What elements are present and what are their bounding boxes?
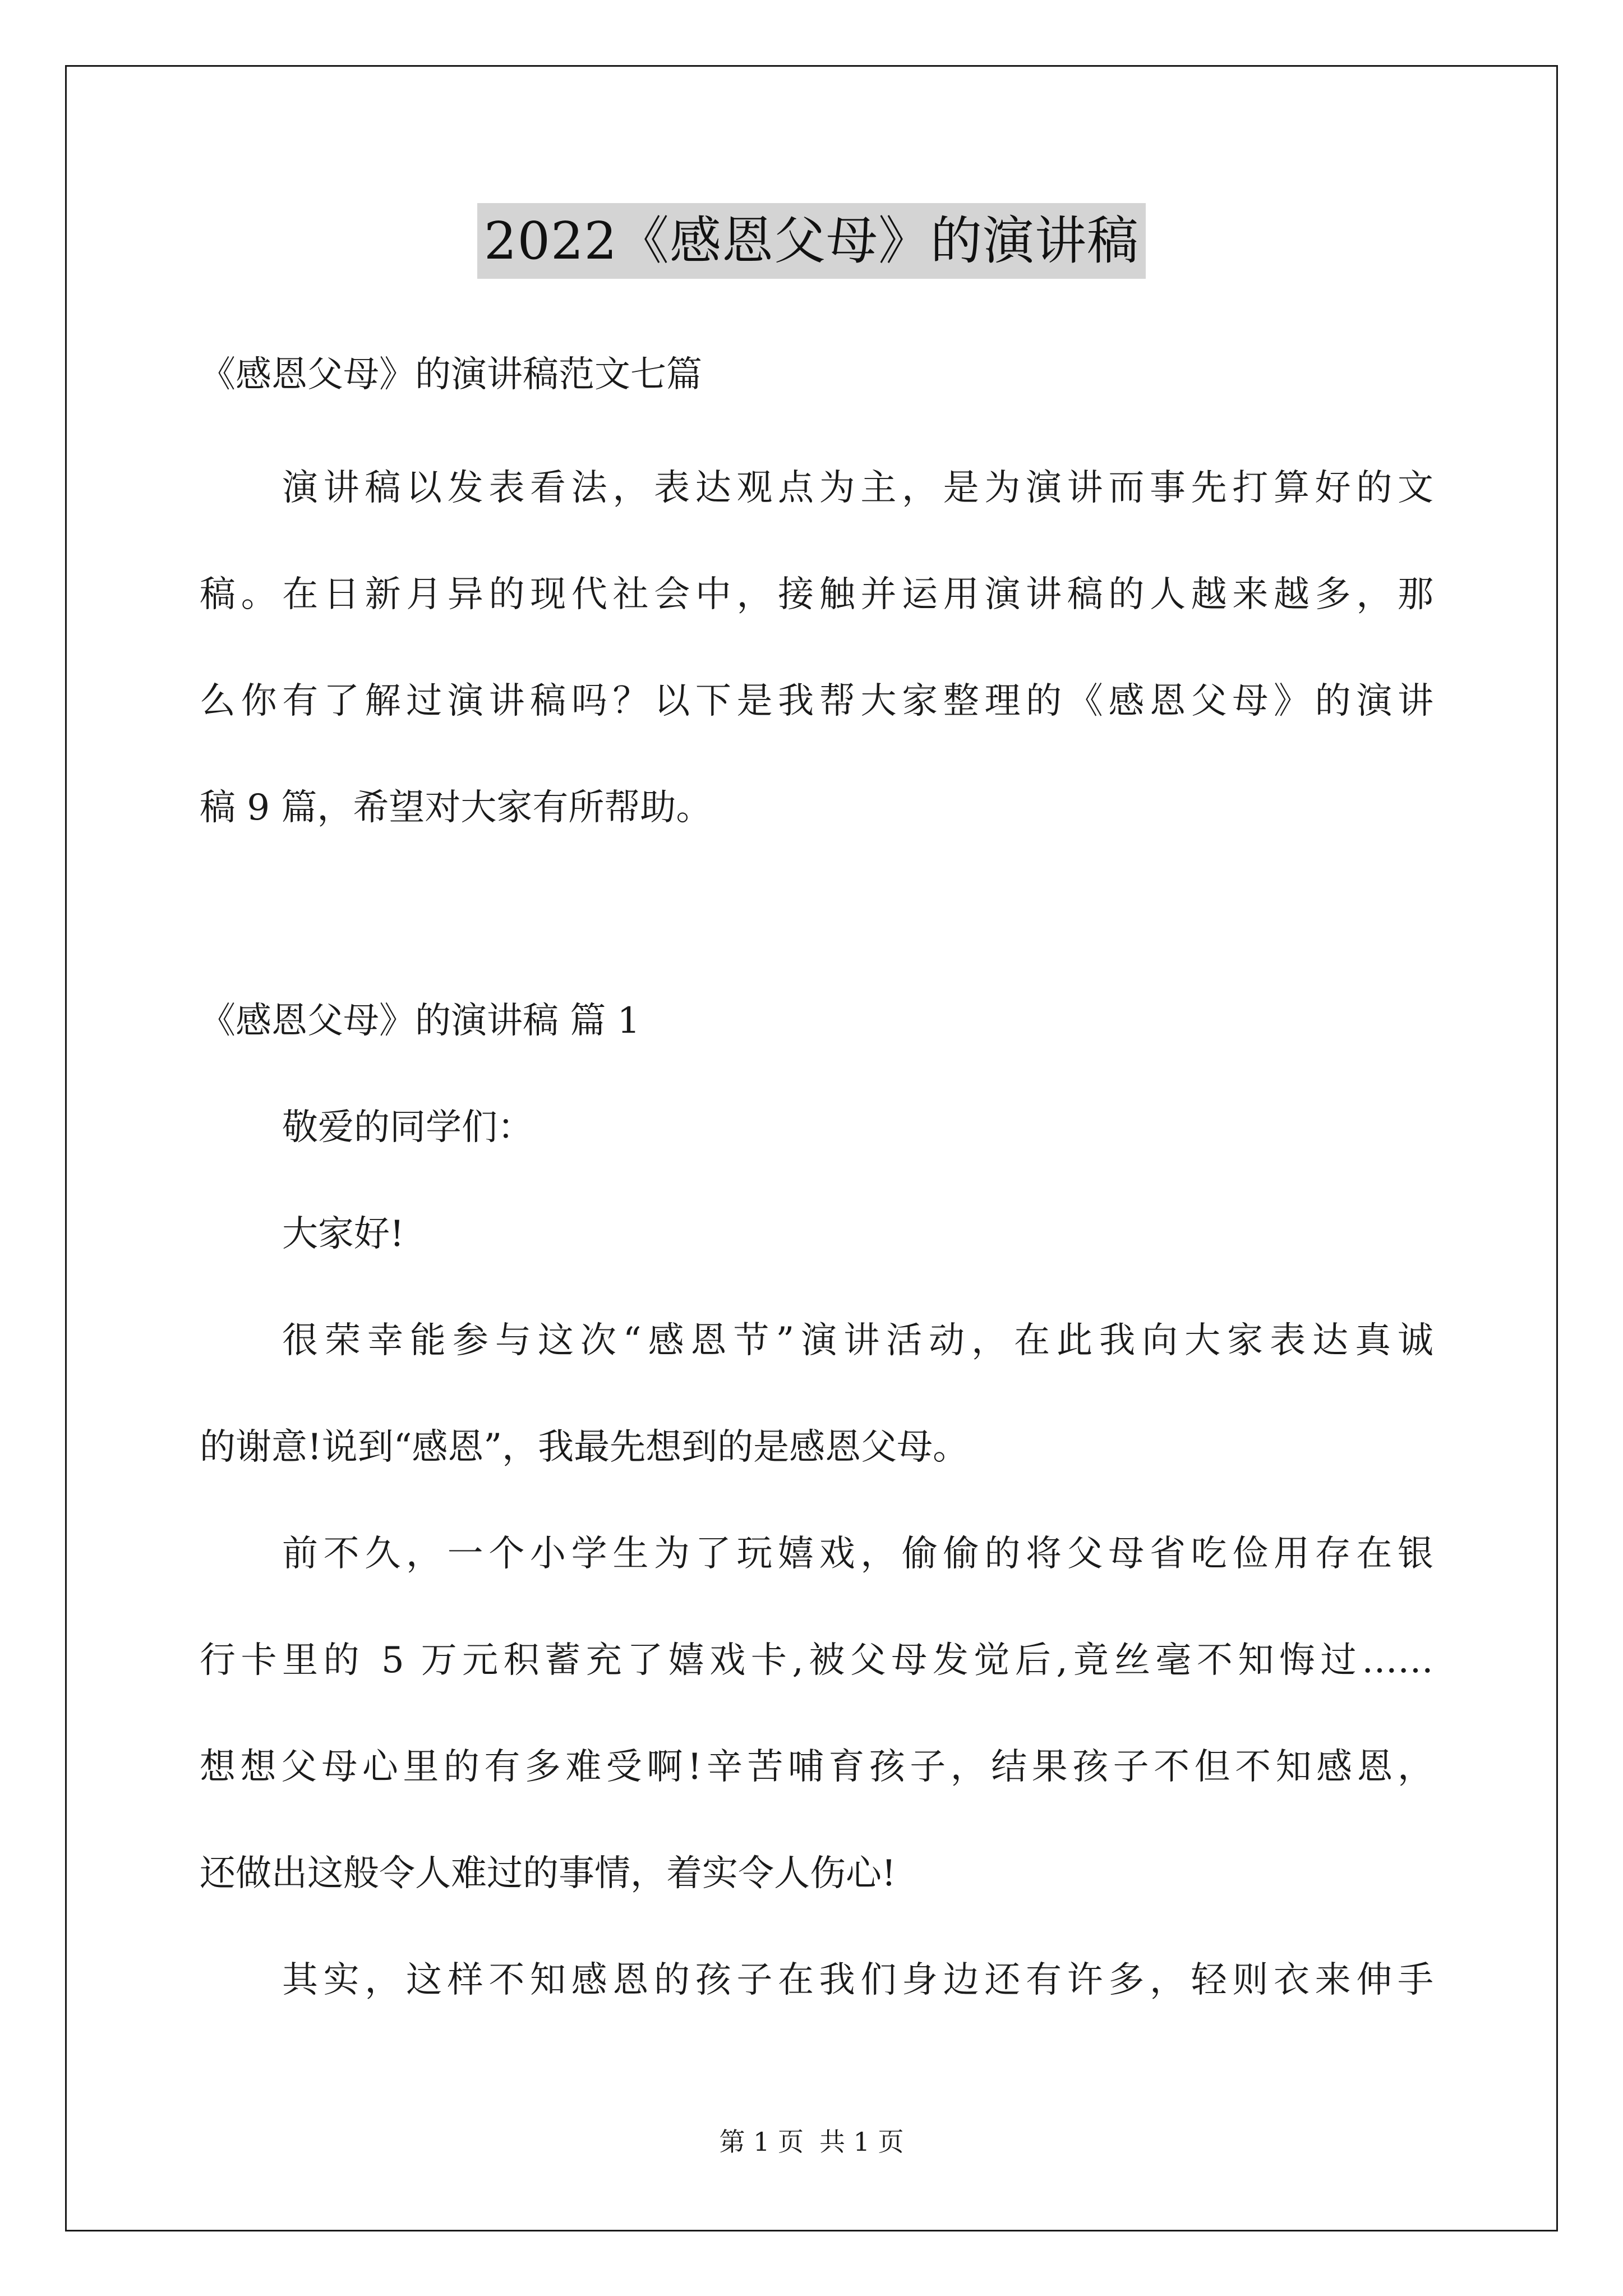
intro-line: 稿。在日新月异的现代社会中，接触并运用演讲稿的人越来越多，那	[200, 574, 1433, 615]
body-line: 还做出这般令人难过的事情，着实令人伤心!	[200, 1853, 896, 1894]
body-line: 大家好!	[282, 1213, 404, 1255]
document-subtitle: 《感恩父母》的演讲稿范文七篇	[200, 354, 702, 395]
page-number: 第 1 页	[719, 2127, 804, 2157]
body-line: 前不久，一个小学生为了玩嬉戏，偷偷的将父母省吃俭用存在银	[282, 1533, 1433, 1575]
body-line: 的谢意!说到“感恩”，我最先想到的是感恩父母。	[200, 1427, 969, 1468]
body-line: 行卡里的 5 万元积蓄充了嬉戏卡,被父母发觉后,竟丝毫不知悔过……	[200, 1640, 1433, 1681]
document-title: 2022《感恩父母》的演讲稿	[477, 203, 1146, 279]
body-line: 其实，这样不知感恩的孩子在我们身边还有许多，轻则衣来伸手	[282, 1959, 1433, 2001]
title-container	[0, 203, 1623, 279]
page-total: 共 1 页	[819, 2127, 904, 2157]
intro-line: 稿 9 篇，希望对大家有所帮助。	[200, 787, 712, 829]
body-line: 想想父母心里的有多难受啊!辛苦哺育孩子，结果孩子不但不知感恩，	[200, 1746, 1433, 1788]
body-line: 很荣幸能参与这次“感恩节”演讲活动，在此我向大家表达真诚	[282, 1320, 1433, 1361]
section-heading: 《感恩父母》的演讲稿 篇 1	[200, 1000, 640, 1042]
intro-line: 演讲稿以发表看法，表达观点为主，是为演讲而事先打算好的文	[282, 467, 1433, 509]
page-footer	[0, 2125, 1623, 2159]
intro-line: 么你有了解过演讲稿吗？以下是我帮大家整理的《感恩父母》的演讲	[200, 680, 1433, 722]
body-line: 敬爱的同学们：	[282, 1107, 533, 1148]
